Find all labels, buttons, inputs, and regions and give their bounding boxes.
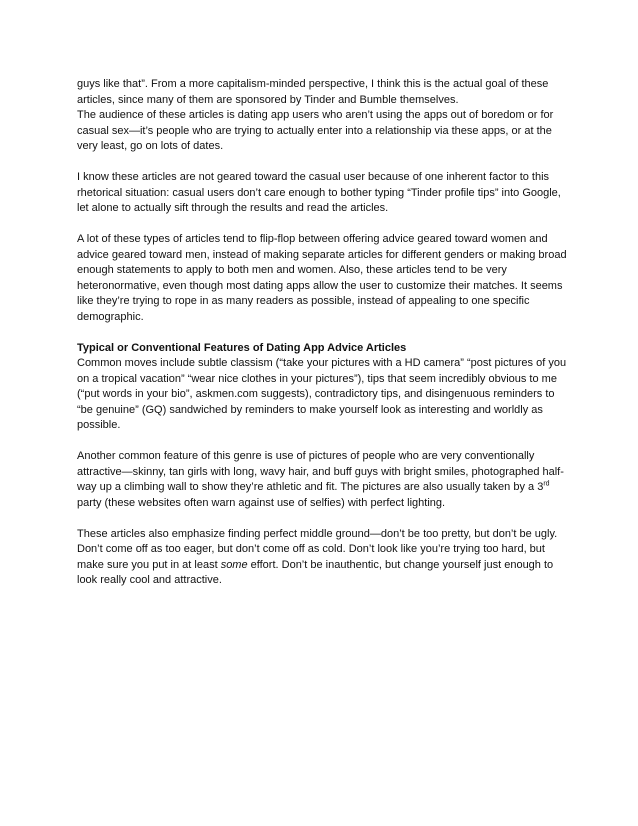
paragraph-middle-ground [77, 527, 567, 589]
paragraph-middle-ground-text: These articles also emphasize finding perfect middle ground—don’t be too pretty, but don’t be ugly. Don’t come off as too eager, but don’t come off as cold. Don’t look like you’re trying too hard, but make sure you put in at least [77, 527, 558, 571]
paragraph-flip-flop: A lot of these types of articles tend to flip-flop between offering advice geared toward women and advice geared toward men, instead of making separate articles for different genders or making broad enough statements to apply to both men and women. Also, these articles tend to be very heteronormative, even though most dating apps allow the user to customize their matches. It seems like they’re trying to rope in as many readers as possible, instead of appealing to one specific demographic. [77, 233, 567, 323]
section-heading: Typical or Conventional Features of Dating App Advice Articles [77, 341, 407, 354]
paragraph-common-moves: Common moves include subtle classism (“take your pictures with a HD camera” “post pictures of you on a tropical vacation” “wear nice clothes in your pictures”), tips that seem incredibly obvious to me (“put words in your bio”, askmen.com suggests), contradictory tips, and disingenuous reminders to “be genuine” (GQ) sandwiched by reminders to make yourself look as interesting and worldly as possible. [77, 357, 567, 431]
paragraph-gap [77, 434, 567, 450]
paragraph-audience: The audience of these articles is dating app users who aren’t using the apps out of boredom or for casual sex—it’s people who are trying to actually enter into a relationship via these apps, or at the very least, go on lots of dates. [77, 109, 554, 152]
paragraph-pictures-text-end: party (these websites often warn against use of selfies) with perfect lighting. [77, 496, 446, 509]
paragraph-capitalism: guys like that”. From a more capitalism-minded perspective, I think this is the actual goal of these articles, since many of them are sponsored by Tinder and Bumble themselves. [77, 78, 549, 106]
emphasis-some: some [220, 558, 248, 571]
paragraph-gap [77, 511, 567, 527]
paragraph-pictures [77, 449, 567, 511]
paragraph-pictures-text: Another common feature of this genre is use of pictures of people who are very conventionally attractive—skinny, tan girls with long, wavy hair, and buff guys with bright smiles, photographed half-way up a climbing wall to show they’re athletic and fit. The pictures are also usually taken by a 3 [77, 450, 564, 493]
paragraph-casual-user: I know these articles are not geared toward the casual user because of one inherent factor to this rhetorical situation: casual users don’t care enough to bother typing “Tinder profile tips” into Google, let alone to actually sift through the results and read the articles. [77, 171, 561, 214]
paragraph-gap [77, 217, 567, 233]
document-body [77, 77, 567, 589]
paragraph-gap [77, 155, 567, 171]
paragraph-gap [77, 325, 567, 341]
ordinal-superscript: rd [543, 480, 550, 488]
paragraph-middle-ground-text-end: effort. Don’t be inauthentic, but change yourself just enough to look really cool and attractive. [77, 558, 554, 586]
